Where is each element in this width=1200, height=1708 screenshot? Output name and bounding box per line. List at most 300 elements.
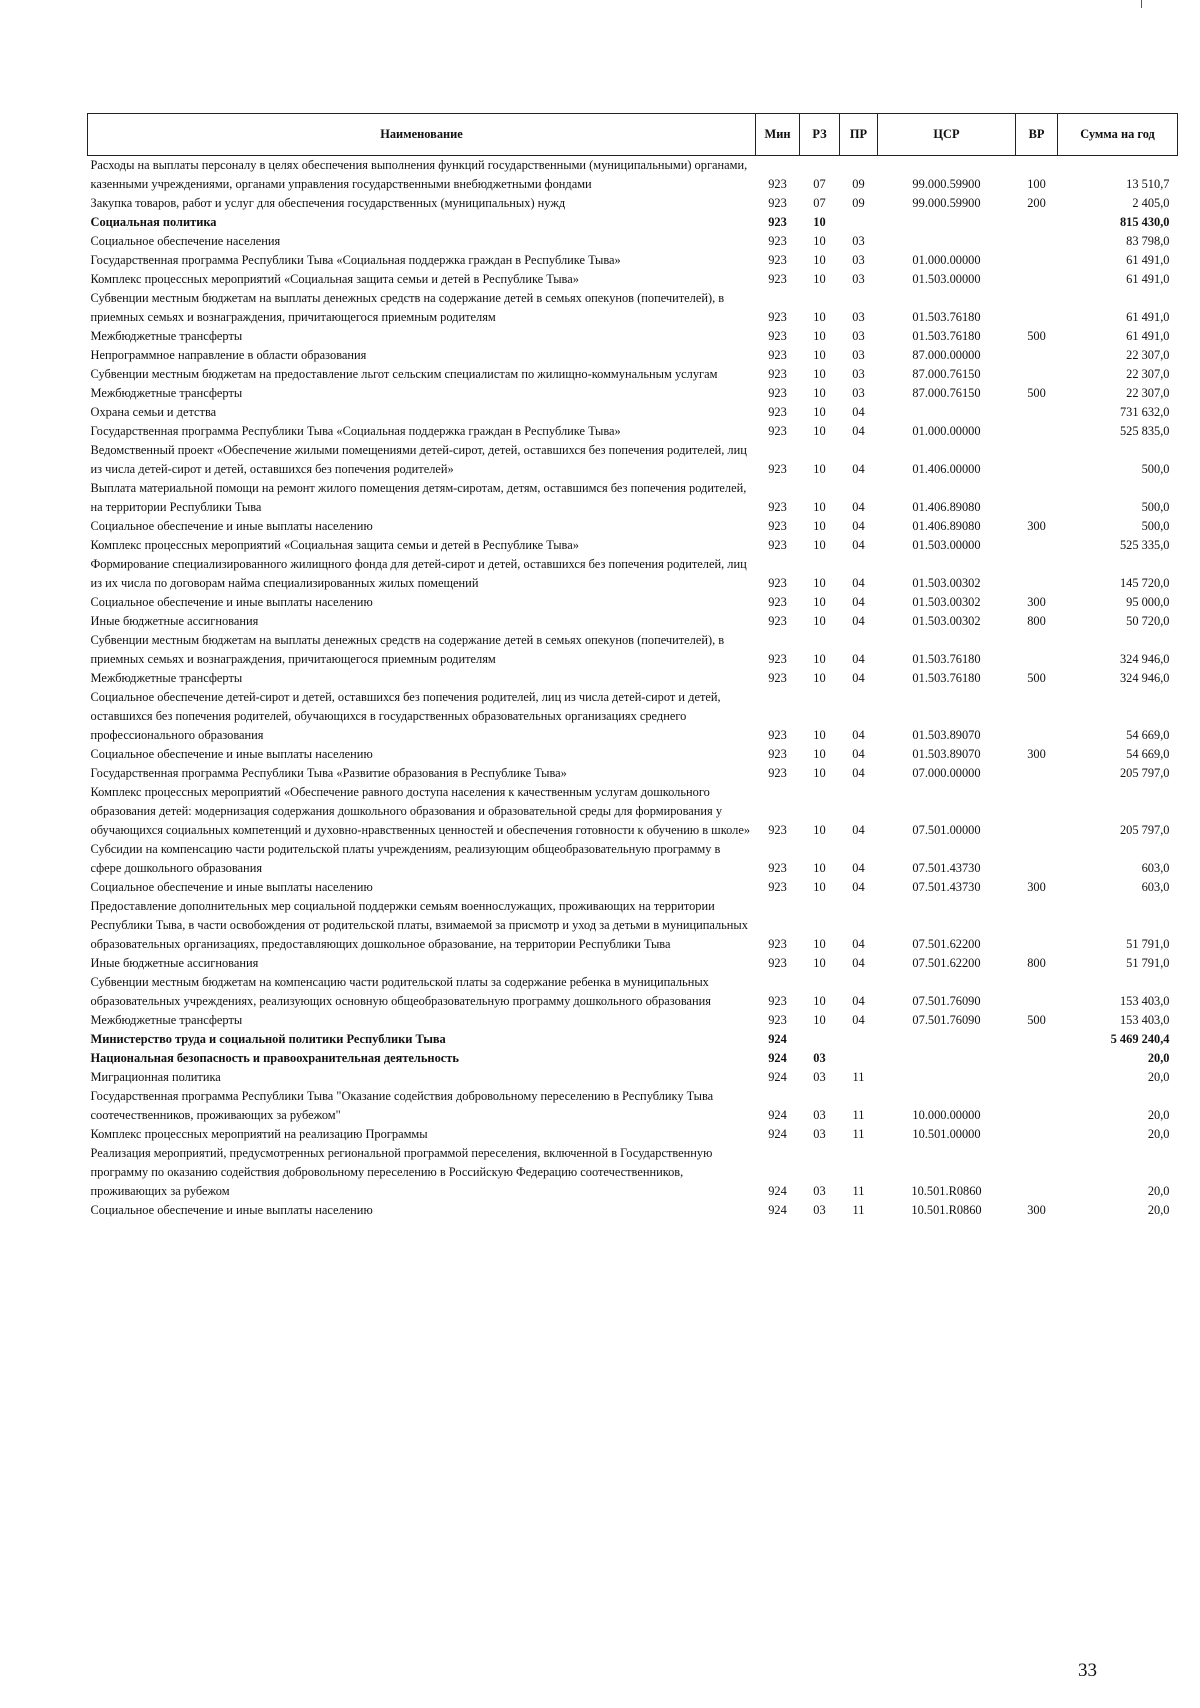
cell-rz: 10: [813, 272, 826, 286]
cell-csr: 99.000.59900: [912, 196, 981, 210]
cell-min: 923: [768, 823, 787, 837]
table-row: [88, 1144, 1178, 1201]
cell-min: 923: [768, 500, 787, 514]
cell-vr: [1016, 289, 1058, 327]
cell-sum: 5 469 240,4: [1110, 1032, 1170, 1046]
cell-pr: 03: [852, 310, 865, 324]
cell-min: 924: [768, 1184, 787, 1198]
cell-csr: 10.501.R0860: [911, 1203, 982, 1217]
table-row: [88, 289, 1178, 327]
table-row: [88, 973, 1178, 1011]
cell-min: 923: [768, 177, 787, 191]
cell-csr: 07.000.00000: [912, 766, 981, 780]
cell-min: 924: [768, 1070, 787, 1084]
cell-sum: 20,0: [1147, 1203, 1170, 1217]
cell-min: 923: [768, 595, 787, 609]
cell-csr: 01.503.76180: [912, 329, 981, 343]
table-row: [88, 270, 1178, 289]
cell-rz: 10: [813, 519, 826, 533]
cell-sum: 500,0: [1141, 519, 1170, 533]
cell-sum: 500,0: [1141, 500, 1170, 514]
cell-csr: 07.501.76090: [912, 994, 981, 1008]
cell-rz: 10: [813, 880, 826, 894]
cell-rz: 10: [813, 956, 826, 970]
cell-min: 923: [768, 994, 787, 1008]
cell-vr: 300: [1027, 747, 1046, 761]
cell-min: 923: [768, 424, 787, 438]
cell-min: 923: [768, 348, 787, 362]
cell-pr: 04: [852, 538, 865, 552]
cell-name: Охрана семьи и детства: [90, 405, 217, 419]
cell-rz: 10: [813, 386, 826, 400]
cell-vr: 300: [1027, 519, 1046, 533]
cell-pr: 03: [852, 386, 865, 400]
cell-rz: 10: [813, 538, 826, 552]
table-row: [88, 365, 1178, 384]
cell-vr: [1016, 365, 1058, 384]
header-vr: ВР: [1016, 114, 1058, 156]
cell-vr: 800: [1027, 614, 1046, 628]
cell-name: Национальная безопасность и правоохранительная деятельность: [90, 1051, 459, 1065]
cell-csr: 01.503.00302: [912, 576, 981, 590]
cell-name: Социальное обеспечение и иные выплаты населению: [90, 747, 373, 761]
cell-vr: [1016, 1030, 1058, 1049]
cell-csr: 01.503.76180: [912, 671, 981, 685]
cell-min: 923: [768, 937, 787, 951]
cell-csr: 01.503.76180: [912, 310, 981, 324]
cell-vr: [1016, 688, 1058, 745]
cell-vr: [1016, 764, 1058, 783]
cell-csr: 01.406.89080: [912, 500, 981, 514]
cell-csr: 01.000.00000: [912, 253, 981, 267]
table-row: [88, 783, 1178, 840]
cell-name: Непрограммное направление в области образования: [90, 348, 367, 362]
cell-min: 923: [768, 880, 787, 894]
cell-name: Субвенции местным бюджетам на компенсацию части родительской платы за содержание ребенка в муниципальных образовательных учреждениях, реализующих основную общеобразовательную программу дошкольного образования: [90, 975, 711, 1008]
cell-sum: 324 946,0: [1119, 652, 1170, 666]
header-pr: ПР: [840, 114, 878, 156]
cell-name: Предоставление дополнительных мер социальной поддержки семьям военнослужащих, проживающих на территории Республики Тыва, в части освобождения от родительской платы, взимаемой за присмотр и уход за детьми в муниципальных образовательных организациях, предоставляющих дошкольное образование, на территории Республики Тыва: [90, 899, 748, 951]
cell-vr: 500: [1027, 1013, 1046, 1027]
cell-pr: 04: [852, 956, 865, 970]
cell-vr: 300: [1027, 595, 1046, 609]
cell-name: Социальное обеспечение и иные выплаты населению: [90, 519, 373, 533]
cell-csr: 01.503.76180: [912, 652, 981, 666]
cell-sum: 13 510,7: [1126, 177, 1170, 191]
cell-csr: 01.503.00000: [912, 538, 981, 552]
cell-pr: 04: [852, 861, 865, 875]
cell-rz: 10: [813, 405, 826, 419]
cell-rz: 10: [813, 348, 826, 362]
cell-pr: 04: [852, 614, 865, 628]
cell-name: Социальное обеспечение детей-сирот и детей, оставшихся без попечения родителей, лиц из числа детей-сирот и детей, оставшихся без попечения родителей, обучающихся в государственных образовательных организациях среднего профессионального образования: [90, 690, 721, 742]
cell-rz: 10: [813, 462, 826, 476]
cell-csr: 01.406.00000: [912, 462, 981, 476]
cell-vr: 800: [1027, 956, 1046, 970]
cell-pr: 04: [852, 671, 865, 685]
cell-name: Государственная программа Республики Тыва «Развитие образования в Республике Тыва»: [90, 766, 567, 780]
cell-csr: 07.501.43730: [912, 861, 981, 875]
cell-pr: 04: [852, 823, 865, 837]
cell-vr: 300: [1027, 1203, 1046, 1217]
cell-min: 923: [768, 1013, 787, 1027]
table-row: [88, 555, 1178, 593]
cell-sum: 815 430,0: [1119, 215, 1170, 229]
cell-sum: 20,0: [1147, 1070, 1170, 1084]
cell-pr: 04: [852, 994, 865, 1008]
cell-pr: 09: [852, 177, 865, 191]
cell-min: 923: [768, 671, 787, 685]
cell-name: Социальное обеспечение населения: [90, 234, 281, 248]
table-row: [88, 1049, 1178, 1068]
cell-sum: 603,0: [1141, 880, 1170, 894]
cell-name: Субвенции местным бюджетам на предоставление льгот сельским специалистам по жилищно-коммунальным услугам: [90, 367, 718, 381]
cell-pr: 04: [852, 937, 865, 951]
cell-sum: 145 720,0: [1119, 576, 1170, 590]
cell-rz: 10: [813, 766, 826, 780]
cell-sum: 525 835,0: [1119, 424, 1170, 438]
cell-name: Субвенции местным бюджетам на выплаты денежных средств на содержание детей в семьях опекунов (попечителей), в приемных семьях и вознаграждения, причитающегося приемным родителям: [90, 633, 725, 666]
cell-rz: 10: [813, 576, 826, 590]
cell-vr: [1016, 1144, 1058, 1201]
cell-min: 923: [768, 253, 787, 267]
cell-rz: 10: [813, 215, 826, 229]
cell-vr: 500: [1027, 671, 1046, 685]
cell-rz: 10: [813, 861, 826, 875]
table-row: [88, 327, 1178, 346]
cell-csr: 01.000.00000: [912, 424, 981, 438]
table-row: [88, 1201, 1178, 1220]
header-csr: ЦСР: [878, 114, 1016, 156]
cell-csr: 01.503.89070: [912, 728, 981, 742]
cell-min: 923: [768, 861, 787, 875]
cell-rz: 10: [813, 424, 826, 438]
cell-name: Государственная программа Республики Тыва «Социальная поддержка граждан в Республике Тыва»: [90, 424, 621, 438]
cell-name: Социальная политика: [90, 215, 217, 229]
cell-sum: 95 000,0: [1126, 595, 1170, 609]
cell-sum: 525 335,0: [1119, 538, 1170, 552]
table-row: [88, 1068, 1178, 1087]
cell-rz: 03: [813, 1070, 826, 1084]
cell-name: Межбюджетные трансферты: [90, 386, 243, 400]
cell-pr: 04: [852, 880, 865, 894]
cell-sum: 731 632,0: [1119, 405, 1170, 419]
cell-rz: 10: [813, 937, 826, 951]
table-row: [88, 194, 1178, 213]
cell-name: Межбюджетные трансферты: [90, 671, 243, 685]
cell-name: Расходы на выплаты персоналу в целях обеспечения выполнения функций государственными (муниципальными) органами, казенными учреждениями, органами управления государственными внебюджетными фондами: [90, 158, 748, 191]
cell-csr: 07.501.76090: [912, 1013, 981, 1027]
cell-csr: [878, 1030, 1016, 1049]
cell-csr: 01.503.00302: [912, 595, 981, 609]
table-row: [88, 479, 1178, 517]
cell-min: 923: [768, 196, 787, 210]
cell-min: 924: [768, 1203, 787, 1217]
cell-vr: [1016, 1068, 1058, 1087]
table-row: [88, 840, 1178, 878]
budget-sheet: [87, 113, 1177, 1220]
cell-vr: [1016, 1125, 1058, 1144]
cell-rz: 07: [813, 196, 826, 210]
cell-name: Субвенции местным бюджетам на выплаты денежных средств на содержание детей в семьях опекунов (попечителей), в приемных семьях и вознаграждения, причитающегося приемным родителям: [90, 291, 725, 324]
cell-pr: 11: [852, 1070, 865, 1084]
table-row: [88, 384, 1178, 403]
cell-name: Ведомственный проект «Обеспечение жилыми помещениями детей-сирот, детей, оставшихся без попечения родителей, лиц из числа детей-сирот и детей, оставшихся без попечения родителей»: [90, 443, 747, 476]
cell-vr: [1016, 1049, 1058, 1068]
cell-pr: 04: [852, 500, 865, 514]
cell-min: 923: [768, 766, 787, 780]
cell-name: Миграционная политика: [90, 1070, 221, 1084]
cell-vr: [1016, 973, 1058, 1011]
cell-min: 923: [768, 386, 787, 400]
cell-min: 923: [768, 728, 787, 742]
cell-pr: 03: [852, 367, 865, 381]
cell-vr: [1016, 232, 1058, 251]
cell-pr: 04: [852, 652, 865, 666]
cell-name: Формирование специализированного жилищного фонда для детей-сирот и детей, оставшихся без попечения родителей, лиц из их числа по договорам найма специализированных жилых помещений: [90, 557, 747, 590]
cell-name: Субсидии на компенсацию части родительской платы учреждениям, реализующим общеобразовательную программу в сфере дошкольного образования: [90, 842, 721, 875]
cell-csr: 87.000.76150: [912, 367, 981, 381]
cell-pr: 04: [852, 519, 865, 533]
cell-pr: 03: [852, 234, 865, 248]
cell-sum: 20,0: [1147, 1108, 1170, 1122]
cell-name: Иные бюджетные ассигнования: [90, 614, 259, 628]
cell-pr: 04: [852, 1013, 865, 1027]
cell-pr: 09: [852, 196, 865, 210]
cell-vr: [1016, 422, 1058, 441]
table-row: [88, 954, 1178, 973]
cell-pr: 04: [852, 766, 865, 780]
cell-vr: 100: [1027, 177, 1046, 191]
cell-csr: 01.503.00000: [912, 272, 981, 286]
cell-csr: 01.503.89070: [912, 747, 981, 761]
cell-csr: 07.501.62200: [912, 937, 981, 951]
cell-rz: 03: [813, 1108, 826, 1122]
header-min: Мин: [756, 114, 800, 156]
cell-vr: [1016, 346, 1058, 365]
cell-vr: [1016, 213, 1058, 232]
cell-rz: 03: [813, 1051, 826, 1065]
cell-csr: [878, 213, 1016, 232]
cell-vr: [1016, 783, 1058, 840]
table-row: [88, 1030, 1178, 1049]
table-row: [88, 897, 1178, 954]
cell-rz: 03: [813, 1184, 826, 1198]
cell-min: 923: [768, 652, 787, 666]
cell-sum: 51 791,0: [1126, 937, 1170, 951]
cell-min: 924: [768, 1051, 787, 1065]
cell-rz: 10: [813, 728, 826, 742]
cell-sum: 51 791,0: [1126, 956, 1170, 970]
table-row: [88, 612, 1178, 631]
cell-vr: 500: [1027, 386, 1046, 400]
cell-name: Межбюджетные трансферты: [90, 1013, 243, 1027]
cell-sum: 500,0: [1141, 462, 1170, 476]
cell-csr: 99.000.59900: [912, 177, 981, 191]
cell-sum: 153 403,0: [1119, 994, 1170, 1008]
cell-rz: 10: [813, 329, 826, 343]
table-row: [88, 213, 1178, 232]
cell-rz: 10: [813, 747, 826, 761]
cell-min: 924: [768, 1108, 787, 1122]
cell-pr: 03: [852, 329, 865, 343]
cell-name: Закупка товаров, работ и услуг для обеспечения государственных (муниципальных) нужд: [90, 196, 566, 210]
cell-name: Министерство труда и социальной политики Республики Тыва: [90, 1032, 446, 1046]
cell-vr: [1016, 555, 1058, 593]
table-row: [88, 669, 1178, 688]
cell-rz: 10: [813, 652, 826, 666]
table-row: [88, 593, 1178, 612]
cell-csr: [878, 1068, 1016, 1087]
cell-rz: 10: [813, 823, 826, 837]
cell-min: 923: [768, 576, 787, 590]
cell-csr: 07.501.00000: [912, 823, 981, 837]
cell-csr: 87.000.76150: [912, 386, 981, 400]
cell-vr: [1016, 270, 1058, 289]
cell-pr: 11: [852, 1203, 865, 1217]
cell-sum: 50 720,0: [1126, 614, 1170, 628]
cell-min: 923: [768, 215, 787, 229]
table-row: [88, 346, 1178, 365]
cell-rz: 07: [813, 177, 826, 191]
table-row: [88, 688, 1178, 745]
cell-name: Межбюджетные трансферты: [90, 329, 243, 343]
cell-rz: 03: [813, 1203, 826, 1217]
table-row: [88, 403, 1178, 422]
table-row: [88, 1011, 1178, 1030]
cell-rz: 10: [813, 1013, 826, 1027]
cell-min: 923: [768, 367, 787, 381]
table-body: [88, 156, 1178, 1221]
header-row: [88, 114, 1178, 156]
cell-rz: 10: [813, 994, 826, 1008]
table-row: [88, 422, 1178, 441]
cell-sum: 22 307,0: [1126, 367, 1170, 381]
cell-name: Выплата материальной помощи на ремонт жилого помещения детям-сиротам, детям, оставшимся без попечения родителей, на территории Республики Тыва: [90, 481, 747, 514]
cell-csr: [878, 1049, 1016, 1068]
cell-csr: [878, 403, 1016, 422]
cell-min: 924: [768, 1032, 787, 1046]
cell-sum: 603,0: [1141, 861, 1170, 875]
cell-pr: [840, 213, 878, 232]
cell-sum: 205 797,0: [1119, 766, 1170, 780]
header-name: Наименование: [88, 114, 756, 156]
cell-vr: [1016, 403, 1058, 422]
cell-rz: 10: [813, 500, 826, 514]
cell-vr: 500: [1027, 329, 1046, 343]
cell-rz: 10: [813, 614, 826, 628]
cell-rz: 10: [813, 671, 826, 685]
cell-pr: 11: [852, 1184, 865, 1198]
cell-min: 923: [768, 310, 787, 324]
cell-rz: 10: [813, 253, 826, 267]
cell-name: Комплекс процессных мероприятий «Социальная защита семьи и детей в Республике Тыва»: [90, 272, 579, 286]
table-row: [88, 878, 1178, 897]
cell-name: Государственная программа Республики Тыва «Социальная поддержка граждан в Республике Тыва»: [90, 253, 621, 267]
cell-csr: [878, 232, 1016, 251]
cell-name: Иные бюджетные ассигнования: [90, 956, 259, 970]
cell-rz: 10: [813, 367, 826, 381]
cell-name: Социальное обеспечение и иные выплаты населению: [90, 595, 373, 609]
header-sum: Сумма на год: [1058, 114, 1178, 156]
cell-sum: 61 491,0: [1126, 329, 1170, 343]
cell-sum: 61 491,0: [1126, 253, 1170, 267]
cell-vr: [1016, 536, 1058, 555]
cell-pr: 11: [852, 1108, 865, 1122]
table-row: [88, 517, 1178, 536]
cell-csr: 07.501.62200: [912, 956, 981, 970]
table-row: [88, 441, 1178, 479]
cell-name: Реализация мероприятий, предусмотренных региональной программой переселения, включенной в Государственную программу по оказанию содействия добровольному переселению в Российскую Федерацию соотечественников, проживающих за рубежом: [90, 1146, 713, 1198]
cell-sum: 61 491,0: [1126, 272, 1170, 286]
cell-sum: 54 669,0: [1126, 747, 1170, 761]
table-row: [88, 536, 1178, 555]
cell-vr: [1016, 840, 1058, 878]
cell-min: 923: [768, 747, 787, 761]
cell-csr: 01.503.00302: [912, 614, 981, 628]
cell-pr: [840, 1049, 878, 1068]
cell-vr: [1016, 897, 1058, 954]
cell-csr: 10.000.00000: [912, 1108, 981, 1122]
cell-pr: 04: [852, 595, 865, 609]
cell-pr: 03: [852, 253, 865, 267]
cell-min: 924: [768, 1127, 787, 1141]
budget-table: [87, 113, 1178, 1220]
cell-name: Комплекс процессных мероприятий «Социальная защита семьи и детей в Республике Тыва»: [90, 538, 579, 552]
cell-sum: 20,0: [1147, 1051, 1170, 1065]
cell-name: Комплекс процессных мероприятий на реализацию Программы: [90, 1127, 428, 1141]
cell-pr: 04: [852, 576, 865, 590]
table-row: [88, 251, 1178, 270]
cell-pr: [840, 1030, 878, 1049]
cell-sum: 2 405,0: [1132, 196, 1170, 210]
cell-name: Социальное обеспечение и иные выплаты населению: [90, 880, 373, 894]
cell-name: Государственная программа Республики Тыва "Оказание содействия добровольному переселению в Республику Тыва соотечественников, проживающих за рубежом": [90, 1089, 714, 1122]
cell-min: 923: [768, 614, 787, 628]
table-row: [88, 232, 1178, 251]
cell-rz: 10: [813, 234, 826, 248]
cell-pr: 11: [852, 1127, 865, 1141]
cell-min: 923: [768, 405, 787, 419]
scan-mark: [1141, 0, 1142, 8]
cell-vr: [1016, 479, 1058, 517]
table-row: [88, 1087, 1178, 1125]
cell-csr: 87.000.00000: [912, 348, 981, 362]
cell-vr: 200: [1027, 196, 1046, 210]
cell-vr: [1016, 1087, 1058, 1125]
cell-pr: 04: [852, 747, 865, 761]
cell-sum: 153 403,0: [1119, 1013, 1170, 1027]
table-row: [88, 764, 1178, 783]
cell-min: 923: [768, 519, 787, 533]
table-row: [88, 156, 1178, 195]
cell-sum: 22 307,0: [1126, 386, 1170, 400]
cell-sum: 22 307,0: [1126, 348, 1170, 362]
cell-pr: 04: [852, 424, 865, 438]
cell-rz: 03: [813, 1127, 826, 1141]
cell-sum: 20,0: [1147, 1127, 1170, 1141]
cell-sum: 61 491,0: [1126, 310, 1170, 324]
cell-pr: 03: [852, 272, 865, 286]
table-row: [88, 631, 1178, 669]
cell-csr: 01.406.89080: [912, 519, 981, 533]
header-rz: РЗ: [800, 114, 840, 156]
cell-min: 923: [768, 272, 787, 286]
cell-name: Социальное обеспечение и иные выплаты населению: [90, 1203, 373, 1217]
cell-min: 923: [768, 329, 787, 343]
table-row: [88, 745, 1178, 764]
cell-pr: 04: [852, 728, 865, 742]
